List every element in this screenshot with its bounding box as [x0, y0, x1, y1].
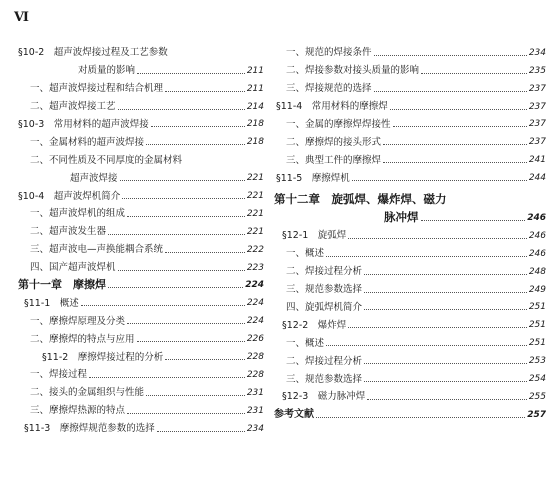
toc-entry	[18, 129, 264, 147]
dot-leader	[421, 73, 527, 74]
dot-leader	[146, 144, 245, 145]
toc-entry-title: §11-1 概述	[24, 297, 79, 309]
dot-leader	[118, 109, 245, 110]
toc-entry-title: 脉冲焊	[384, 209, 419, 224]
toc-entry	[274, 76, 546, 94]
dot-leader	[383, 162, 527, 163]
toc-entry	[274, 384, 546, 402]
toc-entry	[274, 277, 546, 295]
toc-entry-page: 214	[246, 101, 264, 112]
toc-right-column	[274, 40, 546, 420]
dot-leader	[316, 417, 525, 418]
toc-entry	[18, 201, 264, 219]
toc-entry-page: 237	[528, 137, 546, 148]
toc-entry-title: 三、焊接规范的选择	[286, 83, 372, 95]
toc-entry-page: 237	[528, 101, 546, 112]
toc-entry-page: 224	[245, 280, 264, 291]
dot-leader	[118, 270, 245, 271]
toc-entry	[274, 402, 546, 420]
dot-leader	[127, 323, 245, 324]
toc-entry-title: 一、金属材料的超声波焊接	[30, 136, 145, 148]
toc-entry-title: §12-1 旋弧焊	[282, 230, 347, 242]
dot-leader	[165, 359, 245, 360]
toc-entry-title: 一、概述	[286, 248, 325, 260]
dot-leader	[81, 305, 245, 306]
dot-leader	[120, 180, 245, 181]
toc-entry-page: 221	[246, 226, 264, 237]
toc-entry-page: 224	[246, 316, 264, 327]
dot-leader	[127, 413, 245, 414]
toc-entry-page: 251	[528, 320, 546, 331]
toc-entry-title: §11-5 摩擦焊机	[276, 172, 350, 184]
toc-entry-title: 三、超声波电—声换能耦合系统	[30, 244, 164, 256]
toc-entry-title: 三、摩擦焊热源的特点	[30, 405, 126, 417]
toc-entry	[274, 94, 546, 112]
toc-entry	[274, 330, 546, 348]
toc-entry	[18, 380, 264, 398]
dot-leader	[151, 126, 245, 127]
toc-entry-title: 一、超声波焊机的组成	[30, 208, 126, 220]
toc-entry-title: §12-2 爆炸焊	[282, 319, 347, 331]
toc-entry-page: 231	[246, 405, 264, 416]
toc-entry-page: 228	[246, 352, 264, 363]
dot-leader	[383, 144, 527, 145]
toc-entry-page: 251	[528, 338, 546, 349]
toc-entry-title: 参考文献	[274, 408, 314, 420]
toc-entry-title: 一、摩擦焊原理及分类	[30, 315, 126, 327]
dot-leader	[348, 327, 527, 328]
dot-leader	[108, 287, 243, 288]
toc-entry	[274, 165, 546, 183]
toc-entry	[274, 58, 546, 76]
toc-entry	[18, 112, 264, 130]
toc-entry-title: §10-4 超声波焊机简介	[18, 190, 121, 202]
dot-leader	[127, 216, 245, 217]
toc-entry-page: 244	[528, 173, 546, 184]
dot-leader	[364, 274, 527, 275]
dot-leader	[364, 292, 527, 293]
toc-entry	[274, 241, 546, 259]
dot-leader	[157, 431, 245, 432]
dot-leader	[165, 252, 245, 253]
toc-entry-page: 253	[528, 356, 546, 367]
toc-entry-title: §11-2 摩擦焊接过程的分析	[42, 351, 164, 363]
toc-entry	[18, 344, 264, 362]
toc-entry-title: 一、超声波焊接过程和结合机理	[30, 83, 164, 95]
dot-leader	[352, 180, 527, 181]
toc-entry	[18, 362, 264, 380]
toc-entry	[274, 183, 546, 205]
toc-entry-title: §11-4 常用材料的摩擦焊	[276, 101, 388, 113]
dot-leader	[165, 91, 245, 92]
toc-entry	[18, 273, 264, 291]
toc-entry-title: §10-2 超声波焊接过程及工艺参数	[18, 47, 168, 59]
toc-entry	[274, 112, 546, 130]
toc-entry-title: 对质量的影响	[78, 65, 136, 77]
toc-entry	[274, 366, 546, 384]
toc-entry	[274, 205, 546, 223]
toc-entry-title: 二、摩擦焊的接头形式	[286, 136, 382, 148]
toc-entry-page: 211	[246, 65, 264, 76]
toc-entry-title: §10-3 常用材料的超声波焊接	[18, 118, 149, 130]
toc-entry-title: 二、超声波焊接工艺	[30, 101, 116, 113]
toc-entry-title: 三、规范参数选择	[286, 284, 363, 296]
dot-leader	[137, 341, 245, 342]
toc-entry	[18, 255, 264, 273]
toc-entry-page: 222	[246, 244, 264, 255]
dot-leader	[390, 109, 527, 110]
toc-entry	[18, 416, 264, 434]
toc-entry-title: 一、金属的摩擦焊焊接性	[286, 118, 391, 130]
toc-entry-title: §11-3 摩擦焊规范参数的选择	[24, 423, 155, 435]
toc-entry-title: 二、超声波发生器	[30, 226, 107, 238]
toc-entry-page: 226	[246, 334, 264, 345]
toc-entry-title: §12-3 磁力脉冲焊	[282, 391, 366, 403]
dot-leader	[326, 256, 527, 257]
toc-entry-page: 255	[528, 391, 546, 402]
toc-entry	[18, 58, 264, 76]
toc-entry	[274, 223, 546, 241]
dot-leader	[374, 91, 527, 92]
toc-entry-title: 一、概述	[286, 337, 325, 349]
toc-entry	[18, 40, 264, 58]
toc-entry-page: 237	[528, 83, 546, 94]
toc-entry-page: 218	[246, 137, 264, 148]
toc-entry-title: 二、焊接过程分析	[286, 266, 363, 278]
toc-entry	[274, 312, 546, 330]
toc-entry-page: 249	[528, 284, 546, 295]
dot-leader	[326, 345, 527, 346]
toc-entry-page: 234	[528, 47, 546, 58]
toc-entry	[18, 94, 264, 112]
dot-leader	[364, 363, 527, 364]
toc-entry-title: 四、旋弧焊机简介	[286, 301, 363, 313]
dot-leader	[364, 309, 527, 310]
toc-entry-title: 四、国产超声波焊机	[30, 262, 116, 274]
toc-entry	[274, 295, 546, 313]
toc-entry-page: 246	[527, 213, 546, 224]
toc-entry-title: 二、接头的金属组织与性能	[30, 387, 145, 399]
toc-entry	[18, 237, 264, 255]
page-number-roman: Ⅵ	[14, 10, 29, 25]
dot-leader	[89, 377, 245, 378]
dot-leader	[364, 381, 527, 382]
toc-entry-page: 223	[246, 262, 264, 273]
dot-leader	[122, 198, 245, 199]
toc-entry-page: 221	[246, 208, 264, 219]
toc-entry-page: 231	[246, 387, 264, 398]
toc-entry-title: 一、规范的焊接条件	[286, 47, 372, 59]
toc-entry	[18, 326, 264, 344]
toc-entry-page: 228	[246, 369, 264, 380]
toc-entry-title: 三、规范参数选择	[286, 373, 363, 385]
toc-entry	[274, 129, 546, 147]
toc-entry-page: 221	[246, 173, 264, 184]
toc-entry	[18, 76, 264, 94]
toc-entry	[18, 165, 264, 183]
dot-leader	[393, 126, 527, 127]
toc-entry-page: 235	[528, 65, 546, 76]
toc-entry-title: 第十二章 旋弧焊、爆炸焊、磁力	[274, 191, 447, 206]
toc-entry-title: 第十一章 摩擦焊	[18, 278, 106, 292]
toc-entry	[274, 40, 546, 58]
toc-entry-title: 二、不同性质及不同厚度的金属材料	[30, 154, 183, 166]
toc-entry	[18, 398, 264, 416]
toc-entry-page: 224	[246, 298, 264, 309]
toc-entry-page: 248	[528, 266, 546, 277]
toc-left-column	[18, 40, 264, 434]
toc-entry	[18, 147, 264, 165]
toc-entry-title: 二、摩擦焊的特点与应用	[30, 333, 135, 345]
dot-leader	[348, 238, 527, 239]
toc-entry	[18, 290, 264, 308]
toc-entry	[18, 219, 264, 237]
dot-leader	[137, 73, 245, 74]
dot-leader	[367, 399, 527, 400]
toc-entry-title: 一、焊接过程	[30, 369, 88, 381]
dot-leader	[108, 234, 245, 235]
toc-entry-page: 241	[528, 155, 546, 166]
toc-entry	[274, 147, 546, 165]
toc-entry-page: 246	[528, 248, 546, 259]
toc-entry-page: 257	[527, 409, 546, 420]
toc-entry-title: 超声波焊接	[70, 172, 118, 184]
toc-entry-page: 251	[528, 302, 546, 313]
toc-entry-page: 234	[246, 423, 264, 434]
dot-leader	[421, 220, 526, 221]
toc-entry	[18, 183, 264, 201]
toc-entry-title: 二、焊接过程分析	[286, 355, 363, 367]
toc-entry	[18, 308, 264, 326]
toc-entry-title: 二、焊接参数对接头质量的影响	[286, 65, 420, 77]
toc-entry	[274, 348, 546, 366]
dot-leader	[374, 55, 527, 56]
toc-entry-page: 237	[528, 119, 546, 130]
toc-entry-page: 221	[246, 191, 264, 202]
toc-entry-page: 254	[528, 374, 546, 385]
toc-entry-page: 211	[246, 83, 264, 94]
toc-entry	[274, 259, 546, 277]
toc-entry-page: 218	[246, 119, 264, 130]
toc-entry-title: 三、典型工件的摩擦焊	[286, 154, 382, 166]
dot-leader	[146, 395, 245, 396]
toc-entry-page: 246	[528, 230, 546, 241]
